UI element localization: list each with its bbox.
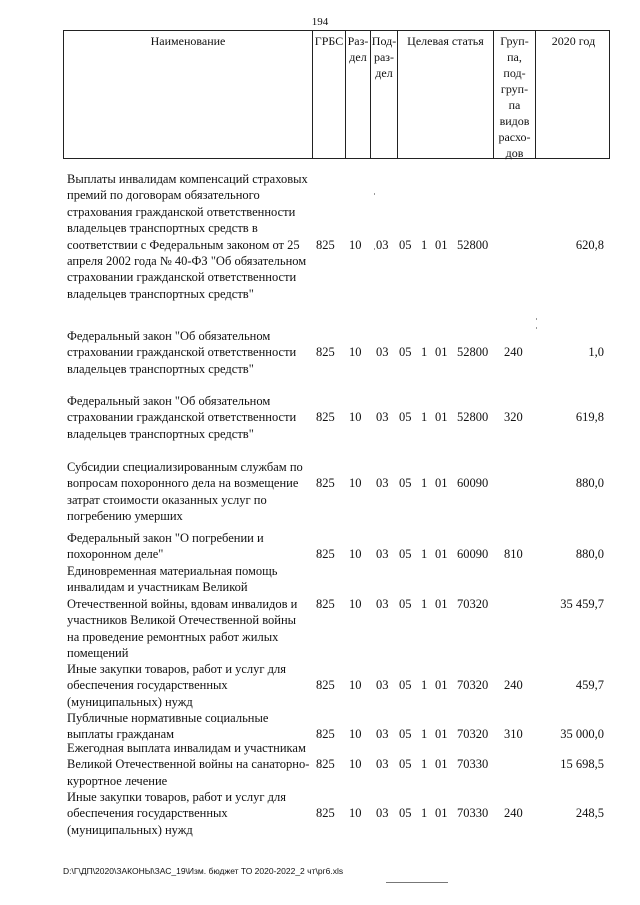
row-name: Федеральный закон "Об обязательном страховании гражданской ответственности владельцев транспортных средств": [67, 329, 297, 376]
row-name: Федеральный закон "О погребении и похоронном деле": [67, 531, 264, 562]
cell-t1: 05: [399, 410, 412, 425]
cell-rz: 10: [349, 476, 362, 491]
cell-t2: 1: [421, 678, 428, 693]
cell-amount: 880,0: [575, 547, 604, 562]
cell-pr: 03: [376, 476, 389, 491]
row-name: Выплаты инвалидам компенсаций страховых премий по договорам обязательного страхования гражданской ответственности владельцев транспортных средств в соответствии с Федеральным законом от 25 апреля 2002 года № 40-ФЗ "Об обязательном страховании гражданской ответственности владельцев транспортных средств": [67, 172, 308, 301]
cell-t2: 1: [421, 757, 428, 772]
cell-grbs: 825: [316, 547, 335, 562]
cell-rz: 10: [349, 678, 362, 693]
cell-grbs: 825: [316, 727, 335, 742]
cell-pr: 03: [376, 596, 389, 611]
cell-t3: 01: [435, 806, 448, 821]
cell-vr: 240: [504, 806, 523, 821]
cell-t1: 05: [399, 757, 412, 772]
cell-pr: 03: [376, 237, 389, 252]
cell-t3: 01: [435, 476, 448, 491]
cell-t2: 1: [421, 345, 428, 360]
cell-grbs: 825: [316, 806, 335, 821]
cell-t3: 01: [435, 345, 448, 360]
cell-rz: 10: [349, 596, 362, 611]
cell-amount: 620,8: [575, 237, 604, 252]
cell-vr: 240: [504, 345, 523, 360]
row-name: Ежегодная выплата инвалидам и участникам Великой Отечественной войны на санаторно-курортное лечение: [67, 741, 310, 788]
cell-t1: 05: [399, 727, 412, 742]
header-grbs: ГРБС: [313, 31, 346, 158]
cell-rz: 10: [349, 237, 362, 252]
cell-pr: 03: [376, 757, 389, 772]
row-name: Иные закупки товаров, работ и услуг для обеспечения государственных (муниципальных) нужд: [67, 790, 287, 837]
cell-t2: 1: [421, 727, 428, 742]
cell-amount: 880,0: [575, 476, 604, 491]
row-name: Единовременная материальная помощь инвалидам и участникам Великой Отечественной войны, вдовам инвалидов и участников Великой Отечественной войны на проведение ремонтных работ жилых помещений: [67, 564, 298, 661]
cell-t4: 70320: [457, 727, 489, 742]
row-name: Субсидии специализированным службам по вопросам похоронного дела на возмещение затрат стоимости оказанных услуг по погребению умерших: [67, 460, 303, 524]
cell-rz: 10: [349, 757, 362, 772]
scan-speck: [536, 327, 537, 329]
cell-rz: 10: [349, 410, 362, 425]
cell-amount: 35 000,0: [560, 727, 604, 742]
cell-rz: 10: [349, 806, 362, 821]
page-number: 194: [311, 16, 329, 28]
cell-t3: 01: [435, 678, 448, 693]
row-name: Иные закупки товаров, работ и услуг для обеспечения государственных (муниципальных) нужд: [67, 662, 287, 709]
cell-t4: 70320: [457, 596, 489, 611]
cell-rz: 10: [349, 345, 362, 360]
cell-pr: 03: [376, 345, 389, 360]
cell-t1: 05: [399, 547, 412, 562]
cell-amount: 15 698,5: [560, 757, 604, 772]
header-razdel: Раз- дел: [346, 31, 371, 158]
cell-grbs: 825: [316, 237, 335, 252]
cell-t2: 1: [421, 410, 428, 425]
file-path-footer: D:\Г\ДП\2020\ЗАКОНЫ\ЗАС_19\Изм. бюджет ТО 2020-2022_2 чт\рг6.xls: [63, 866, 344, 876]
cell-t1: 05: [399, 476, 412, 491]
footer-line: [386, 882, 448, 883]
cell-t2: 1: [421, 596, 428, 611]
header-group: Груп- па, под- груп- па видов расхо- дов: [494, 31, 536, 158]
cell-t3: 01: [435, 727, 448, 742]
cell-pr: 03: [376, 547, 389, 562]
scan-speck: [374, 193, 375, 195]
scan-speck: [374, 248, 375, 250]
header-podrazdel: Под- раз- дел: [371, 31, 398, 158]
cell-grbs: 825: [316, 476, 335, 491]
cell-t4: 60090: [457, 476, 489, 491]
header-target: Целевая статья: [398, 31, 494, 158]
cell-amount: 459,7: [575, 678, 604, 693]
cell-grbs: 825: [316, 596, 335, 611]
cell-t2: 1: [421, 476, 428, 491]
header-name: Наименование: [64, 31, 313, 158]
cell-t3: 01: [435, 596, 448, 611]
cell-t4: 60090: [457, 547, 489, 562]
cell-grbs: 825: [316, 678, 335, 693]
cell-t4: 70330: [457, 757, 489, 772]
cell-pr: 03: [376, 410, 389, 425]
cell-t3: 01: [435, 757, 448, 772]
cell-pr: 03: [376, 806, 389, 821]
cell-grbs: 825: [316, 410, 335, 425]
cell-amount: 248,5: [575, 806, 604, 821]
cell-amount: 619,8: [575, 410, 604, 425]
table-header: [63, 30, 610, 159]
cell-t4: 70330: [457, 806, 489, 821]
cell-amount: 35 459,7: [560, 596, 604, 611]
cell-pr: 03: [376, 727, 389, 742]
cell-t2: 1: [421, 237, 428, 252]
header-year: 2020 год: [551, 34, 596, 48]
cell-t4: 52800: [457, 237, 489, 252]
scan-speck: [536, 318, 537, 320]
cell-t1: 05: [399, 678, 412, 693]
row-name: Федеральный закон "Об обязательном страховании гражданской ответственности владельцев транспортных средств": [67, 394, 297, 441]
cell-t4: 52800: [457, 345, 489, 360]
cell-t1: 05: [399, 237, 412, 252]
cell-t2: 1: [421, 547, 428, 562]
cell-vr: 240: [504, 678, 523, 693]
cell-vr: 810: [504, 547, 523, 562]
cell-t2: 1: [421, 806, 428, 821]
cell-t1: 05: [399, 345, 412, 360]
cell-grbs: 825: [316, 757, 335, 772]
cell-t1: 05: [399, 806, 412, 821]
row-name: Публичные нормативные социальные выплаты гражданам: [67, 711, 269, 742]
cell-t4: 70320: [457, 678, 489, 693]
cell-t3: 01: [435, 237, 448, 252]
cell-rz: 10: [349, 547, 362, 562]
cell-t3: 01: [435, 410, 448, 425]
cell-vr: 320: [504, 410, 523, 425]
cell-t3: 01: [435, 547, 448, 562]
cell-rz: 10: [349, 727, 362, 742]
cell-amount: 1,0: [588, 345, 604, 360]
cell-pr: 03: [376, 678, 389, 693]
cell-t4: 52800: [457, 410, 489, 425]
cell-vr: 310: [504, 727, 523, 742]
cell-t1: 05: [399, 596, 412, 611]
cell-grbs: 825: [316, 345, 335, 360]
